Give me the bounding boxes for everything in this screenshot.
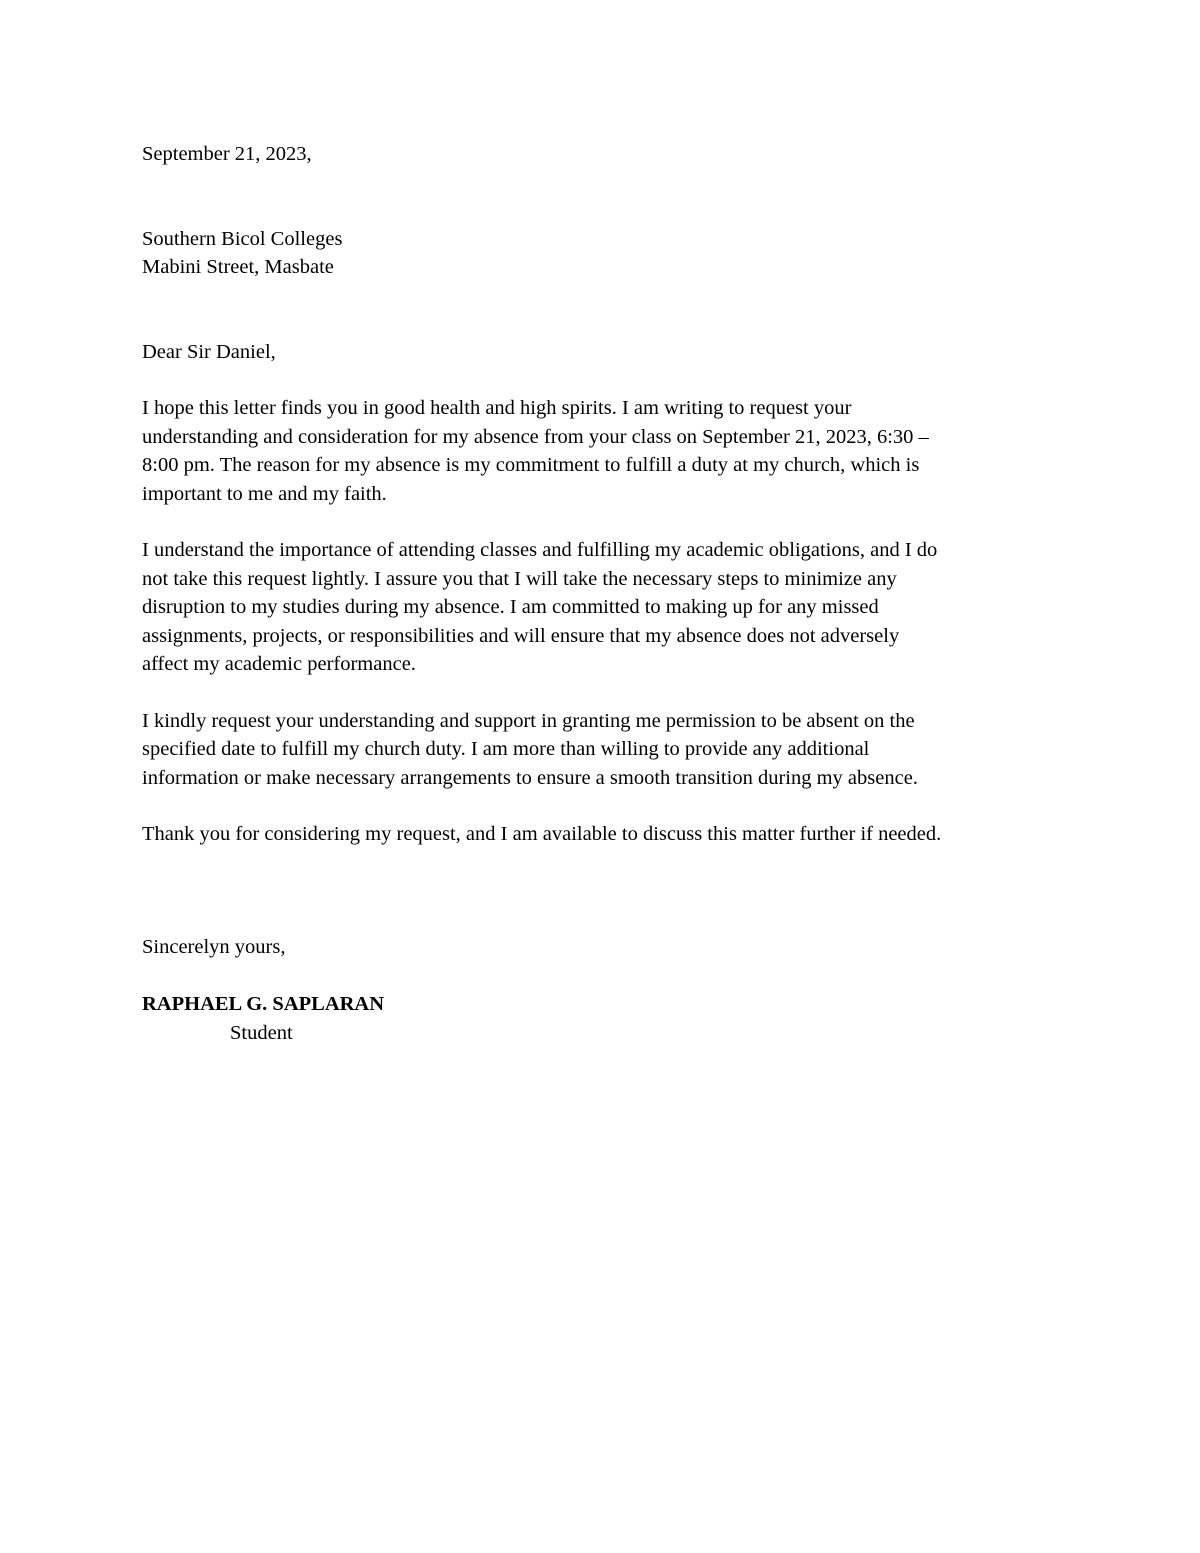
- letter-date: September 21, 2023,: [142, 143, 312, 165]
- paragraph-line: I kindly request your understanding and support in granting me permission to be absent on the: [142, 709, 915, 732]
- paragraph-line: 8:00 pm. The reason for my absence is my commitment to fulfill a duty at my church, which is: [142, 454, 920, 476]
- paragraph-line: specified date to fulfill my church duty. I am more than willing to provide any additional: [142, 738, 870, 760]
- paragraph-2: [142, 536, 1072, 679]
- paragraph-1: [142, 394, 1072, 508]
- paragraph-line: Thank you for considering my request, and I am available to discuss this matter further if needed.: [142, 823, 942, 845]
- paragraph-line: important to me and my faith.: [142, 482, 387, 505]
- paragraph-line: assignments, projects, or responsibilities and will ensure that my absence does not adversely: [142, 624, 900, 647]
- paragraph-line: not take this request lightly. I assure you that I will take the necessary steps to minimize any: [142, 567, 897, 590]
- paragraph-line: affect my academic performance.: [142, 653, 416, 675]
- paragraph-4: [142, 820, 1072, 849]
- signer-name: RAPHAEL G. SAPLARAN: [142, 993, 385, 1015]
- letter-body: [142, 140, 1072, 1047]
- paragraph-line: understanding and consideration for my absence from your class on September 21, 2023, 6:30 –: [142, 425, 929, 448]
- signer-title: Student: [230, 1021, 293, 1044]
- paragraph-line: I hope this letter finds you in good health and high spirits. I am writing to request your: [142, 397, 852, 419]
- paragraph-line: I understand the importance of attending classes and fulfilling my academic obligations, and I do: [142, 539, 938, 561]
- recipient-address: [142, 225, 1072, 282]
- recipient-line-1: Southern Bicol Colleges: [142, 227, 343, 250]
- closing: Sincerelyn yours,: [142, 935, 286, 958]
- paragraph-line: information or make necessary arrangements to ensure a smooth transition during my absence.: [142, 766, 918, 789]
- paragraph-line: disruption to my studies during my absence. I am committed to making up for any missed: [142, 596, 879, 618]
- paragraph-3: [142, 707, 1072, 793]
- recipient-line-2: Mabini Street, Masbate: [142, 256, 334, 278]
- salutation: Dear Sir Daniel,: [142, 340, 276, 363]
